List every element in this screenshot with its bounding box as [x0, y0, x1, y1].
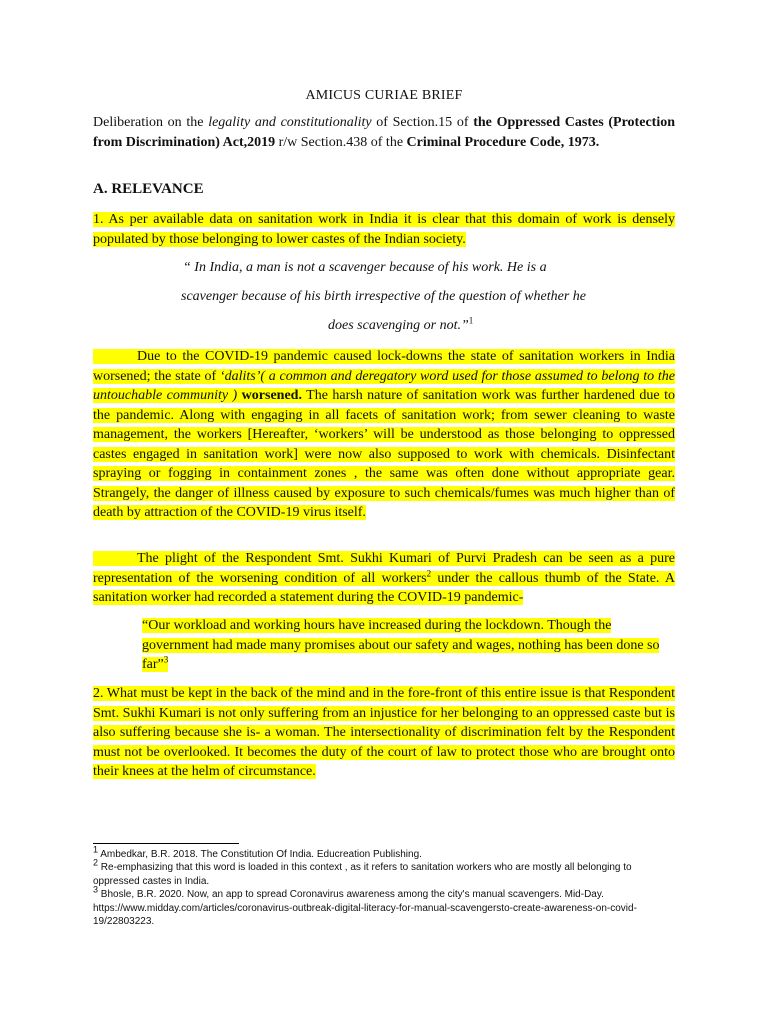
intro-text: Deliberation on the	[93, 115, 209, 130]
footnote-separator	[93, 843, 239, 844]
footnote-2	[93, 858, 678, 888]
highlighted-text	[142, 618, 659, 672]
footnote-1	[93, 844, 678, 861]
section-heading: A. RELEVANCE	[93, 181, 204, 197]
paragraph-1	[93, 210, 675, 249]
quote-1-line-3	[328, 315, 474, 334]
highlighted-text	[93, 551, 675, 605]
intro-text: r/w Section.438 of the	[275, 135, 407, 150]
highlighted-text: 2. What must be kept in the back of the mind and in the fore-front of this entire issue is that Respondent Smt. Sukhi Kumari is not only suffering from an injustice for her belonging to an oppressed caste but is also suffering because she is- a woman. The intersectionality of discrimination felt by the Respondent must not be overlooked. It becomes the duty of the court of law to protect those who are brought onto their knees at the helm of circumstance.	[93, 686, 675, 779]
quote-text: “ In India, a man is not a scavenger because of his work. He is a	[183, 260, 547, 275]
paragraph-3	[93, 549, 675, 608]
footnote-ref-1[interactable]: 1	[468, 315, 474, 326]
para-text: The harsh nature of sanitation work was further hardened due to the pandemic. Along with engaging in all facets of sanitation work; from sewer cleaning to waste management, the workers [Hereafter, ‘workers’ will be understood as those belonging to oppressed castes engaged in sanitation work] were now also supposed to work with chemicals. Disinfectant spraying or fogging in containment zones , the same was often done without appropriate gear. Strangely, the danger of illness caused by exposure to such chemicals/fumes was much higher than of death by attraction of the COVID-19 virus itself.	[93, 388, 675, 520]
act-name: the Oppressed Castes (Protection from Discrimination) Act,2019	[93, 115, 675, 150]
footnote-number: 3	[93, 884, 99, 895]
dalits-definition: ‘dalits’( a common and deregatory word used for those assumed to belong to the untouchable community )	[93, 368, 675, 403]
paragraph-2	[93, 347, 675, 523]
intro-paragraph	[93, 113, 675, 153]
para-text: under the callous thumb of the State. A sanitation worker had recorded a statement during the COVID-19 pandemic-	[93, 570, 675, 605]
footnote-text: Bhosle, B.R. 2020. Now, an app to spread Coronavirus awareness among the city's manual scavengers. Mid-Day. https://www.midday.com/articles/coronavirus-outbreak-digital-literacy-for-manual-scavengersto-create-awareness-on-covid-19/22803223.	[93, 889, 637, 928]
footnote-text: Re-emphasizing that this word is loaded in this context , as it refers to sanitation workers who are mostly all belonging to oppressed castes in India.	[93, 862, 632, 887]
intro-text: of Section.15 of	[371, 115, 474, 130]
highlighted-text: 1. As per available data on sanitation work in India it is clear that this domain of work is densely populated by those belonging to lower castes of the Indian society.	[93, 212, 675, 247]
quote-2	[142, 616, 662, 675]
paragraph-4	[93, 684, 675, 782]
quote-text: scavenger because of his birth irrespective of the question of whether he	[181, 289, 587, 304]
footnote-text: Ambedkar, B.R. 2018. The Constitution Of India. Educreation Publishing.	[98, 849, 422, 860]
footnote-number: 1	[93, 844, 99, 855]
code-name: Criminal Procedure Code, 1973.	[406, 135, 600, 150]
para-text: Due to the COVID-19 pandemic caused lock-downs the state of sanitation workers in India worsened; the state of	[93, 349, 675, 384]
quote-text: “Our workload and working hours have increased during the lockdown. Though the government had made many promises about our safety and wages, nothing has been done so far”	[142, 618, 660, 672]
footnote-ref-3[interactable]: 3	[163, 654, 169, 665]
footnote-3	[93, 884, 678, 928]
worsened-emphasis: worsened.	[237, 388, 302, 403]
document-title: AMICUS CURIAE BRIEF	[305, 88, 463, 103]
footnotes	[93, 844, 678, 928]
quote-1-line-2	[181, 289, 586, 305]
quote-1-line-1	[183, 260, 547, 276]
highlighted-text	[93, 349, 675, 520]
footnote-number: 2	[93, 858, 99, 869]
quote-text: does scavenging or not.”	[328, 318, 469, 333]
footnote-ref-2[interactable]: 2	[426, 567, 432, 578]
para-text: The plight of the Respondent Smt. Sukhi Kumari of Purvi Pradesh can be seen as a pure representation of the worsening condition of all workers	[93, 551, 675, 586]
intro-emphasis: legality and constitutionality	[208, 115, 372, 130]
